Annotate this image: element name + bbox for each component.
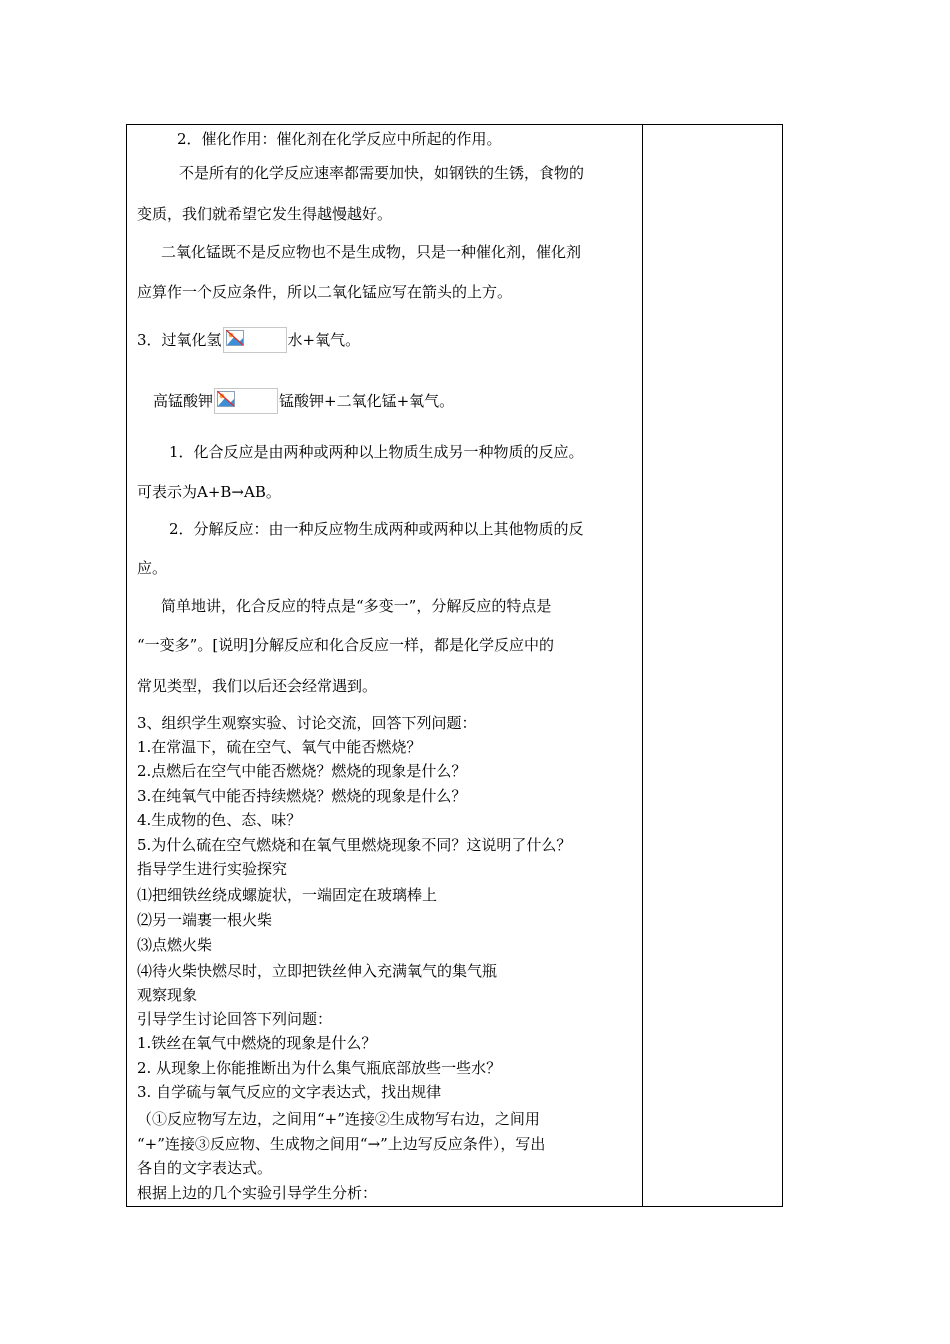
broken-image-icon: [223, 327, 287, 353]
text-line: 各自的文字表达式。: [137, 1159, 273, 1177]
text-line: 2．催化作用：催化剂在化学反应中所起的作用。: [177, 130, 502, 148]
text-line: 二氧化锰既不是反应物也不是生成物，只是一种催化剂，催化剂: [161, 243, 582, 261]
text-line: 2. 从现象上你能推断出为什么集气瓶底部放些一些水？: [137, 1059, 502, 1077]
text-line: 4.生成物的色、态、味？: [137, 811, 302, 829]
text-line: 变质，我们就希望它发生得越慢越好。: [137, 205, 393, 223]
text-line: 引导学生讨论回答下列问题：: [137, 1010, 333, 1028]
equation-right: 水+氧气。: [287, 331, 361, 349]
equation-line: [153, 388, 454, 414]
text-line: “+”连接③反应物、生成物之间用“→”上边写反应条件），写出: [137, 1135, 546, 1153]
text-line: 5.为什么硫在空气燃烧和在氧气里燃烧现象不同？这说明了什么？: [137, 836, 572, 854]
text-line: 3.在纯氧气中能否持续燃烧？燃烧的现象是什么？: [137, 787, 467, 805]
broken-image-icon: [214, 388, 278, 414]
text-line: 2．分解反应：由一种反应物生成两种或两种以上其他物质的反: [169, 520, 584, 538]
text-line: “一变多”。[说明]分解反应和化合反应一样，都是化学反应中的: [137, 636, 555, 654]
text-line: 3、组织学生观察实验、讨论交流，回答下列问题：: [137, 714, 477, 732]
text-line: 可表示为A+B→AB。: [137, 483, 281, 501]
text-line: ⑵另一端裹一根火柴: [137, 911, 273, 929]
text-line: 应。: [137, 559, 168, 577]
text-line: 指导学生进行实验探究: [137, 860, 288, 878]
text-line: 1.在常温下，硫在空气、氧气中能否燃烧？: [137, 738, 422, 756]
text-line: （①反应物写左边，之间用“+”连接②生成物写右边，之间用: [137, 1110, 540, 1128]
equation-right: 锰酸钾+二氧化锰+氧气。: [279, 392, 455, 410]
text-line: 3. 自学硫与氧气反应的文字表达式，找出规律: [137, 1083, 442, 1101]
text-line: 应算作一个反应条件，所以二氧化锰应写在箭头的上方。: [137, 283, 513, 301]
equation-left: 3．过氧化氢: [137, 331, 222, 349]
text-line: 观察现象: [137, 986, 198, 1004]
text-line: 1．化合反应是由两种或两种以上物质生成另一种物质的反应。: [169, 443, 584, 461]
equation-left: 高锰酸钾: [153, 392, 214, 410]
text-line: 不是所有的化学反应速率都需要加快，如钢铁的生锈，食物的: [179, 164, 585, 182]
text-line: 根据上边的几个实验引导学生分析：: [137, 1184, 378, 1202]
text-line: ⑷待火柴快燃尽时，立即把铁丝伸入充满氧气的集气瓶: [137, 962, 498, 980]
text-line: 常见类型，我们以后还会经常遇到。: [137, 677, 378, 695]
notes-cell: [643, 125, 782, 1206]
equation-line: [137, 327, 360, 353]
text-line: ⑶点燃火柴: [137, 936, 213, 954]
text-line: 1.铁丝在氧气中燃烧的现象是什么？: [137, 1034, 377, 1052]
text-line: 2.点燃后在空气中能否燃烧？燃烧的现象是什么？: [137, 762, 467, 780]
lesson-table: [126, 124, 783, 1207]
text-line: ⑴把细铁丝绕成螺旋状，一端固定在玻璃棒上: [137, 886, 438, 904]
text-line: 简单地讲，化合反应的特点是“多变一”，分解反应的特点是: [161, 597, 552, 615]
